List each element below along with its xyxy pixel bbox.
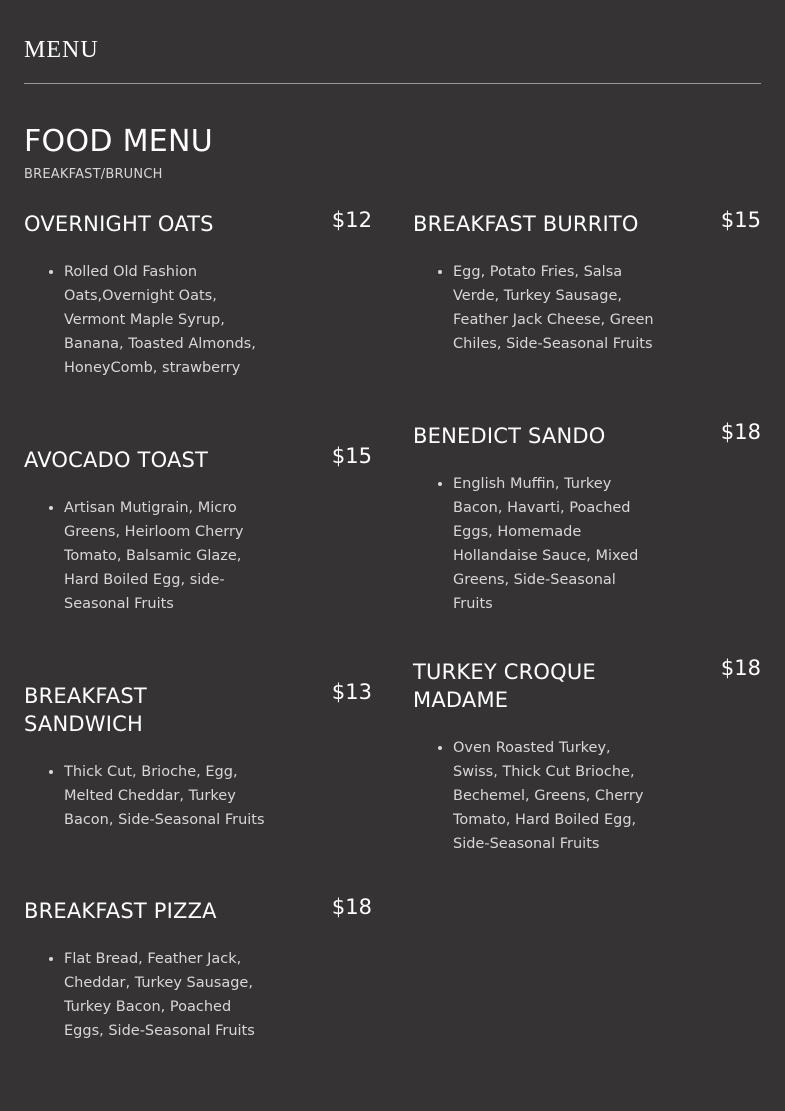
menu-item-description: • Rolled Old Fashion Oats,Overnight Oats, Vermont Maple Syrup, Banana, Toasted Almonds, HoneyComb, strawberry — [64, 260, 270, 380]
menu-item-description-list — [413, 472, 659, 616]
menu-item-breakfast-sandwich — [24, 682, 372, 832]
menu-item-description: • Thick Cut, Brioche, Egg, Melted Cheddar, Turkey Bacon, Side-Seasonal Fruits — [64, 760, 270, 832]
menu-item-name: AVOCADO TOAST — [24, 448, 209, 472]
menu-item-description: • English Muffin, Turkey Bacon, Havarti, Poached Eggs, Homemade Hollandaise Sauce, Mixed Greens, Side-Seasonal Fruits — [453, 472, 659, 616]
menu-item-name: BENEDICT SANDO — [413, 424, 606, 448]
menu-item-name: TURKEY CROQUE MADAME — [413, 660, 596, 712]
header-divider — [24, 83, 761, 84]
menu-item-description: • Artisan Mutigrain, Micro Greens, Heirloom Cherry Tomato, Balsamic Glaze, Hard Boiled Egg, side-Seasonal Fruits — [64, 496, 270, 616]
menu-item-price: $13 — [331, 680, 372, 704]
menu-item-price: $18 — [720, 420, 761, 444]
menu-item-description-list — [24, 947, 270, 1043]
menu-item-description-list — [24, 260, 270, 380]
menu-item-breakfast-pizza — [24, 897, 372, 1043]
menu-item-name: BREAKFAST SANDWICH — [24, 684, 147, 736]
menu-item-name: OVERNIGHT OATS — [24, 212, 214, 236]
menu-item-price: $15 — [331, 444, 372, 468]
menu-item-price: $18 — [720, 656, 761, 680]
menu-header — [24, 36, 761, 64]
menu-item-price: $12 — [331, 208, 372, 232]
menu-item-name: BREAKFAST PIZZA — [24, 899, 217, 923]
section-title: FOOD MENU — [24, 124, 214, 159]
menu-item-benedict-sando — [413, 422, 761, 616]
menu-item-description-list — [413, 736, 659, 856]
section-subtitle: BREAKFAST/BRUNCH — [24, 167, 163, 182]
menu-item-description: • Flat Bread, Feather Jack, Cheddar, Turkey Sausage, Turkey Bacon, Poached Eggs, Side-Seasonal Fruits — [64, 947, 270, 1043]
menu-item-overnight-oats — [24, 210, 372, 380]
menu-item-name: BREAKFAST BURRITO — [413, 212, 639, 236]
menu-item-description-list — [24, 496, 270, 616]
menu-item-price: $18 — [331, 895, 372, 919]
menu-header-title: MENU — [24, 37, 99, 63]
menu-item-turkey-croque-madame — [413, 658, 761, 856]
menu-item-description: • Oven Roasted Turkey, Swiss, Thick Cut Brioche, Bechemel, Greens, Cherry Tomato, Hard Boiled Egg, Side-Seasonal Fruits — [453, 736, 659, 856]
menu-item-breakfast-burrito — [413, 210, 761, 356]
menu-item-description-list — [413, 260, 659, 356]
menu-item-description: • Egg, Potato Fries, Salsa Verde, Turkey Sausage, Feather Jack Cheese, Green Chiles, Side-Seasonal Fruits — [453, 260, 659, 356]
menu-item-avocado-toast — [24, 446, 372, 616]
menu-item-description-list — [24, 760, 270, 832]
menu-item-price: $15 — [720, 208, 761, 232]
